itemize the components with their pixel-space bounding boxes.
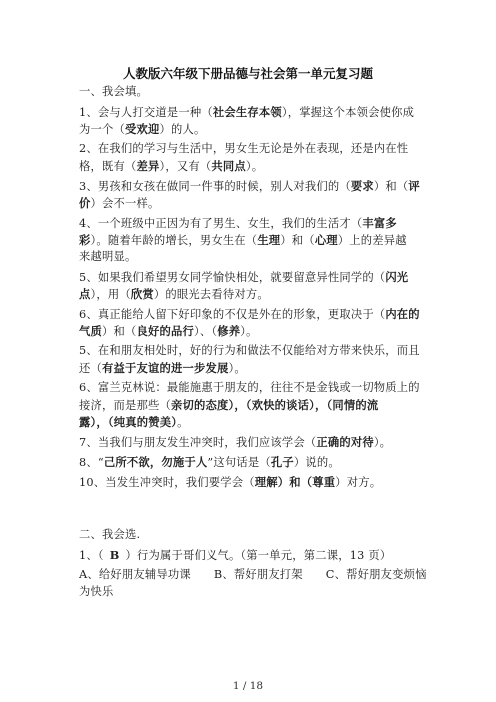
question-1-line-2: 为一个（受欢迎）的人。 (79, 122, 206, 136)
question-2-line-1: 2、在我们的学习与生活中，男女生无论是外在表现，还是内在性 (79, 142, 409, 155)
question-3-line-1: 3、男孩和女孩在做同一件事的时候，别人对我们的（要求）和（评 (79, 179, 420, 193)
question-2-line-2: 格，既有（差异），又有（共同点）。 (79, 159, 264, 173)
question-5-line-1: 5、如果我们希望男女同学愉快相处，就要留意异性同学的（闪光 (79, 270, 409, 284)
question-3-line-2: 价）会不一样。 (79, 196, 160, 210)
question-7-line-2: 还（有益于友谊的进一步发展）。 (79, 361, 246, 375)
choice-question-1-line-1: 1、（ B ）行为属于哥们义气。（第一单元，第二课，13 页） (79, 548, 392, 562)
question-4-line-1: 4、一个班级中正因为有了男生、女生，我们的生活才（丰富多 (79, 216, 397, 230)
question-1-line-1: 1、会与人打交道是一种（社会生存本领），掌握这个本领会使你成 (79, 105, 415, 119)
document-title: 人教版六年级下册品德与社会第一单元复习题 (122, 66, 373, 81)
question-8-line-1: 6、富兰克林说：最能施惠于朋友的，往往不是金钱或一切物质上的 (79, 381, 420, 394)
question-7-line-1: 5、在和朋友相处时，好的行为和做法不仅能给对方带来快乐，而且 (79, 344, 420, 357)
question-8-line-3: 露），（纯真的赞美）。 (79, 415, 189, 429)
question-4-line-3: 来越明显。 (79, 250, 137, 263)
page-number: 1 / 18 (232, 680, 264, 692)
section-heading-choice: 二、我会选. (79, 528, 141, 541)
question-4-line-2: 彩）。随着年龄的增长，男女生在（生理）和（心理）上的差异越 (79, 233, 407, 247)
question-6-line-1: 6、真正能给人留下好印象的不仅是外在的形象，更取决于（内在的 (79, 307, 420, 321)
answer-letter: B (109, 548, 120, 562)
choice-question-1-options-wrap: 为快乐 (79, 585, 114, 598)
question-11-line-1: 10、当发生冲突时，我们要学会（理解）和（尊重）对方。 (79, 475, 382, 489)
question-6-line-2: 气质）和（良好的品行）、（修养）。 (79, 324, 258, 338)
section-heading-fill: 一、我会填。 (79, 85, 148, 98)
question-5-line-2: 点），用（欣赏）的眼光去看待对方。 (79, 287, 269, 301)
choice-question-1-options: A、给好朋友辅导功课 B、帮好朋友打架 C、帮好朋友变烦恼 (79, 568, 427, 581)
question-10-line-1: 8、“己所不欲，勿施于人”这句话是（孔子）说的。 (79, 455, 340, 469)
question-8-line-2: 接济，而是那些（亲切的态度），（欢快的谈话），（同情的流 (79, 398, 379, 412)
question-9-line-1: 7、当我们与朋友发生冲突时，我们应该学会（正确的对待）。 (79, 435, 392, 449)
